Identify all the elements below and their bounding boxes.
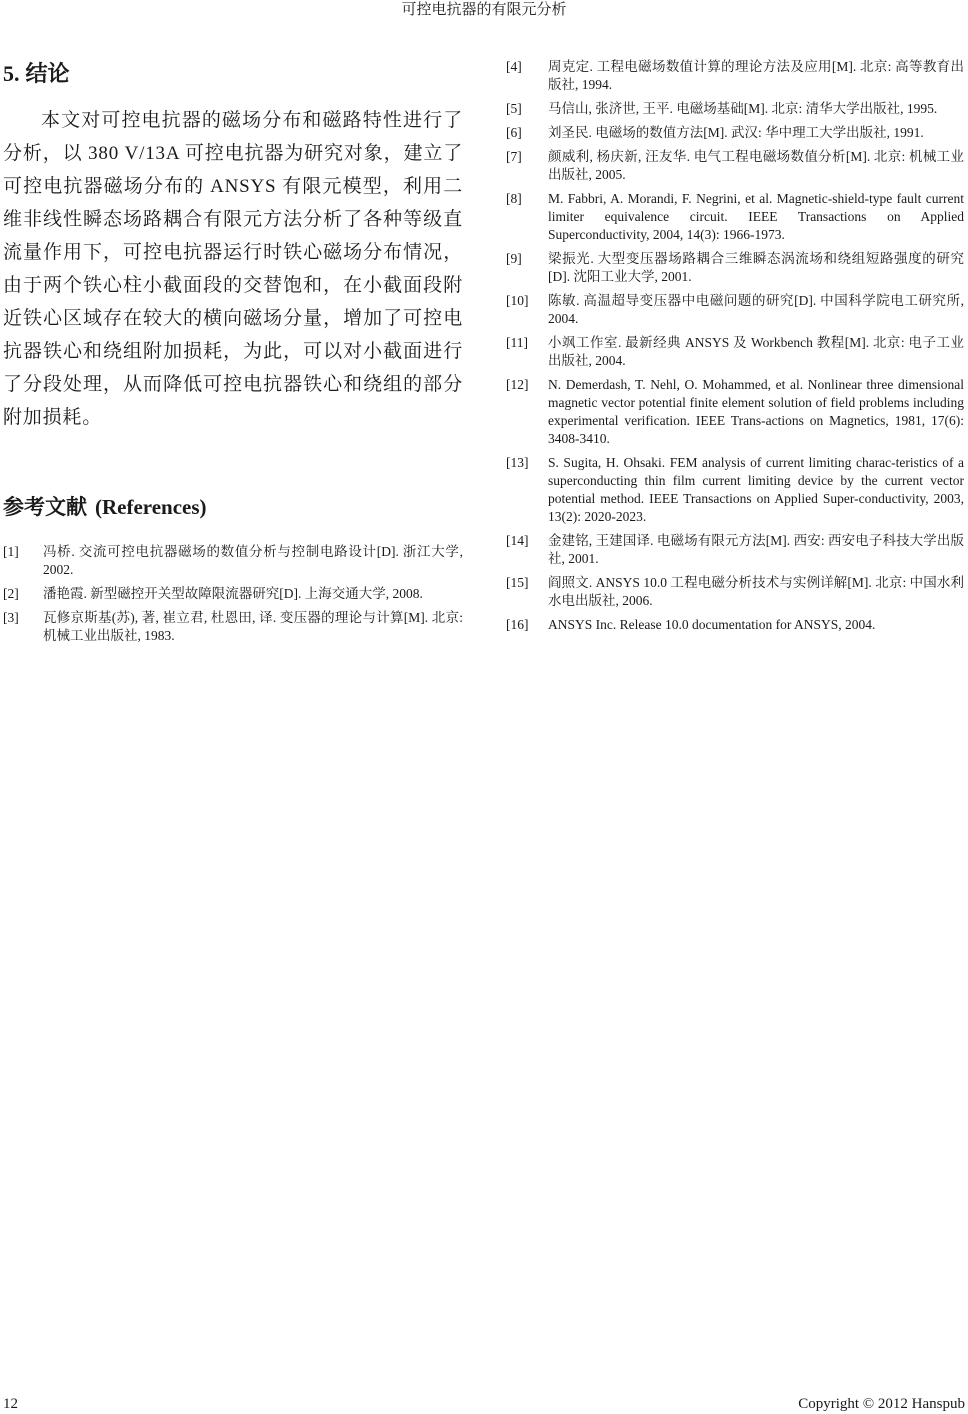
reference-number: [5] [506,101,522,116]
section-title-text: 结论 [25,61,70,86]
reference-number: [4] [506,59,522,74]
references-heading-en: (References) [95,495,207,519]
left-column [3,58,463,651]
reference-text: M. Fabbri, A. Morandi, F. Negrini, et al. Magnetic-shield-type fault current limiter equivalence circuit. IEEE Transactions on Applied Superconductivity, 2004, 14(3): 1966-1973. [548,191,964,242]
reference-text: 颜威利, 杨庆新, 汪友华. 电气工程电磁场数值分析[M]. 北京: 机械工业出版社, 2005. [548,149,964,182]
references-heading [3,492,463,523]
reference-item [506,190,964,244]
reference-list-left [3,543,463,645]
reference-item [506,100,964,118]
reference-number: [15] [506,575,529,590]
reference-list-right [506,58,964,634]
reference-text: S. Sugita, H. Ohsaki. FEM analysis of current limiting charac-teristics of a superconducting thin film current limiting device by the current vector potential method. IEEE Transactions on Applied Super-conductivity, 2003, 13(2): 2020-2023. [548,455,964,524]
reference-number: [16] [506,617,529,632]
reference-item [506,574,964,610]
reference-item [3,609,463,645]
reference-number: [9] [506,251,522,266]
reference-item [506,454,964,526]
reference-text: 周克定. 工程电磁场数值计算的理论方法及应用[M]. 北京: 高等教育出版社, 1994. [548,59,964,92]
reference-item [506,292,964,328]
reference-item [506,616,964,634]
reference-item [506,124,964,142]
reference-item [3,585,463,603]
reference-number: [14] [506,533,529,548]
reference-text: 冯桥. 交流可控电抗器磁场的数值分析与控制电路设计[D]. 浙江大学, 2002. [43,544,463,577]
reference-text: 潘艳霞. 新型磁控开关型故障限流器研究[D]. 上海交通大学, 2008. [43,586,423,601]
reference-number: [6] [506,125,522,140]
section-number: 5. [3,61,20,86]
section-title-conclusion [3,58,463,90]
reference-item [506,148,964,184]
reference-number: [10] [506,293,529,308]
reference-item [506,334,964,370]
reference-item [506,532,964,568]
reference-number: [1] [3,544,19,559]
reference-text: N. Demerdash, T. Nehl, O. Mohammed, et al. Nonlinear three dimensional magnetic vector potential finite element solution of field problems including experimental verification. IEEE Trans-actions on Magnetics, 1981, 17(6): 3408-3410. [548,377,964,446]
reference-text: 陈敏. 高温超导变压器中电磁问题的研究[D]. 中国科学院电工研究所, 2004. [548,293,964,326]
reference-text: 刘圣民. 电磁场的数值方法[M]. 武汉: 华中理工大学出版社, 1991. [548,125,924,140]
reference-text: 阎照文. ANSYS 10.0 工程电磁分析技术与实例详解[M]. 北京: 中国水利水电出版社, 2006. [548,575,964,608]
running-header: 可控电抗器的有限元分析 [401,2,567,18]
conclusion-paragraph: 本文对可控电抗器的磁场分布和磁路特性进行了分析，以 380 V/13A 可控电抗器为研究对象，建立了可控电抗器磁场分布的 ANSYS 有限元模型，利用二维非线性瞬态场路耦合有限元方法分析了各种等级直流量作用下，可控电抗器运行时铁心磁场分布情况，由于两个铁心柱小截面段的交替饱和，在小截面段附近铁心区域存在较大的横向磁场分量，增加了可控电抗器铁心和绕组附加损耗，为此，可以对小截面进行了分段处理，从而降低可控电抗器铁心和绕组的部分附加损耗。 [3,110,463,428]
reference-number: [2] [3,586,19,601]
reference-text: 梁振光. 大型变压器场路耦合三维瞬态涡流场和绕组短路强度的研究[D]. 沈阳工业大学, 2001. [548,251,964,284]
right-column [506,58,964,640]
reference-number: [3] [3,610,19,625]
reference-number: [8] [506,191,522,206]
reference-item [506,58,964,94]
reference-text: 瓦修京斯基(苏), 著, 崔立君, 杜恩田, 译. 变压器的理论与计算[M]. 北京: 机械工业出版社, 1983. [43,610,463,643]
reference-number: [12] [506,377,529,392]
reference-item [506,250,964,286]
reference-item [3,543,463,579]
reference-number: [7] [506,149,522,164]
reference-item [506,376,964,448]
page-number: 12 [3,1396,18,1412]
reference-number: [13] [506,455,529,470]
reference-number: [11] [506,335,528,350]
reference-text: 马信山, 张济世, 王平. 电磁场基础[M]. 北京: 清华大学出版社, 1995. [548,101,938,116]
reference-text: 金建铭, 王建国译. 电磁场有限元方法[M]. 西安: 西安电子科技大学出版社, 2001. [548,533,964,566]
references-heading-cn: 参考文献 [3,496,87,519]
copyright-notice: Copyright © 2012 Hanspub [798,1396,965,1412]
reference-text: 小飒工作室. 最新经典 ANSYS 及 Workbench 教程[M]. 北京: 电子工业出版社, 2004. [548,335,964,368]
reference-text: ANSYS Inc. Release 10.0 documentation for ANSYS, 2004. [548,617,876,632]
